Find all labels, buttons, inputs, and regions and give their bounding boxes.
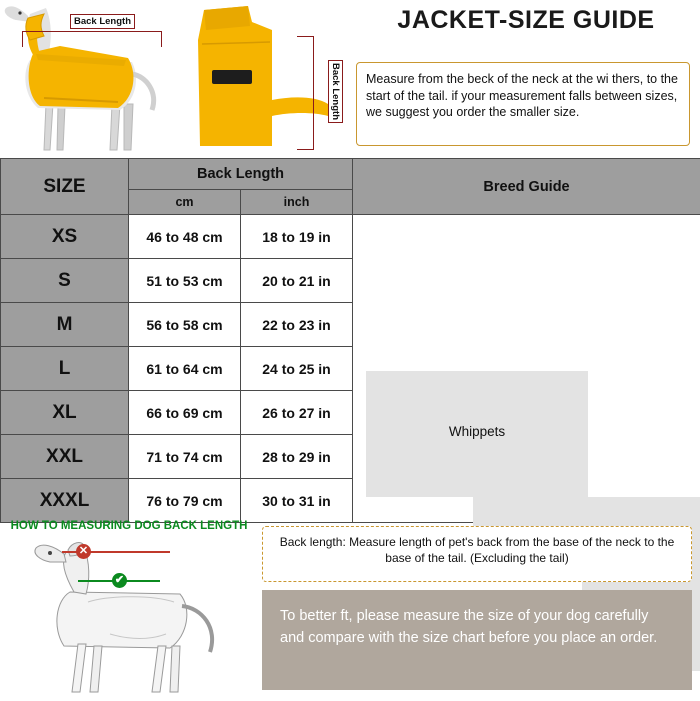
dog-outline-illustration — [10, 536, 248, 696]
cell-cm-l: 61 to 64 cm — [129, 347, 241, 391]
header-size: SIZE — [1, 159, 129, 215]
cell-inch-s: 20 to 21 in — [241, 259, 353, 303]
table-row — [1, 215, 700, 259]
header-back-length: Back Length — [129, 159, 353, 190]
fit-advice-box — [262, 590, 692, 690]
cell-inch-l: 24 to 25 in — [241, 347, 353, 391]
measure-note-box — [356, 62, 690, 146]
cell-cm-s: 51 to 53 cm — [129, 259, 241, 303]
header-unit-inch: inch — [241, 190, 353, 215]
cell-size-xl: XL — [1, 391, 129, 435]
breed-guide-cell — [353, 215, 700, 523]
cell-cm-xs: 46 to 48 cm — [129, 215, 241, 259]
cell-inch-xxxl: 30 to 31 in — [241, 479, 353, 523]
back-length-arrow-top — [22, 31, 162, 32]
fit-advice-text: To better ft, please measure the size of your dog carefully and compare with the size chart before you place an order. — [262, 590, 692, 666]
how-to-measure-illustration — [10, 536, 248, 696]
back-length-tick-bottom — [297, 149, 314, 150]
cell-inch-m: 22 to 23 in — [241, 303, 353, 347]
jacket-product-photo — [176, 0, 348, 158]
cell-inch-xs: 18 to 19 in — [241, 215, 353, 259]
size-chart-table — [0, 158, 700, 523]
back-length-arrow-right — [313, 36, 314, 150]
cell-size-xxl: XXL — [1, 435, 129, 479]
cell-cm-xxxl: 76 to 79 cm — [129, 479, 241, 523]
back-length-note-text: Back length: Measure length of pet's back from the base of the neck to the base of the tail. (Excluding the tail) — [263, 527, 691, 573]
back-length-label-top: Back Length — [70, 14, 135, 29]
back-length-tick-left — [22, 31, 23, 47]
measure-note-text: Measure from the beck of the neck at the wi thers, to the start of the tail. if your measurement falls between sizes, we suggest you order the smaller size. — [357, 63, 689, 129]
cell-inch-xxl: 28 to 29 in — [241, 435, 353, 479]
cell-cm-xl: 66 to 69 cm — [129, 391, 241, 435]
back-length-tick-top — [297, 36, 314, 37]
header-breed-guide: Breed Guide — [353, 159, 700, 215]
cell-inch-xl: 26 to 27 in — [241, 391, 353, 435]
top-section — [0, 0, 700, 158]
table-header-row-1 — [1, 159, 700, 190]
back-length-note-box — [262, 526, 692, 582]
cell-size-xs: XS — [1, 215, 129, 259]
cell-size-m: M — [1, 303, 129, 347]
breed-label-whippets: Whippets — [366, 424, 588, 439]
size-chart-section — [0, 158, 700, 518]
cell-size-xxxl: XXXL — [1, 479, 129, 523]
back-length-tick-right — [161, 31, 162, 47]
header-unit-cm: cm — [129, 190, 241, 215]
how-to-measure-title: HOW TO MEASURING DOG BACK LENGTH — [4, 520, 254, 532]
cell-cm-xxl: 71 to 74 cm — [129, 435, 241, 479]
correct-mark-icon: ✔ — [112, 573, 127, 588]
page-title: JACKET-SIZE GUIDE — [352, 6, 700, 35]
wrong-mark-icon: ✕ — [76, 544, 91, 559]
cell-size-l: L — [1, 347, 129, 391]
how-to-measure-panel — [0, 518, 258, 700]
cell-size-s: S — [1, 259, 129, 303]
back-length-label-right: Back Length — [328, 60, 343, 123]
jacket-illustration — [176, 0, 348, 158]
cell-cm-m: 56 to 58 cm — [129, 303, 241, 347]
bottom-section — [0, 518, 700, 700]
dog-wearing-jacket-photo — [0, 0, 176, 158]
